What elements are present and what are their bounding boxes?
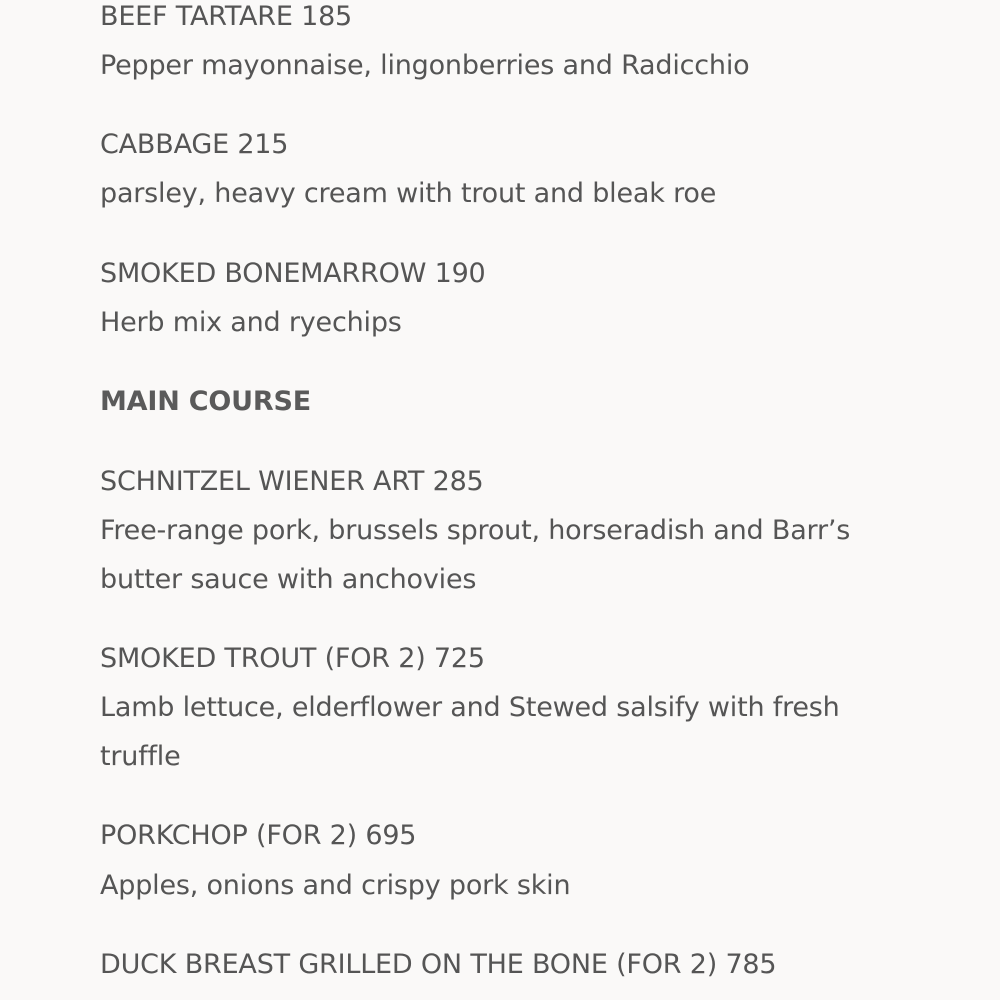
menu-item-title: SMOKED BONEMARROW 190	[100, 258, 486, 289]
menu-item-description: Apples, onions and crispy pork skin	[100, 870, 571, 901]
menu-item-description: truffle	[100, 741, 181, 772]
menu-item-description: Lamb lettuce, elderflower and Stewed salsify with fresh	[100, 692, 840, 723]
menu-item-description: butter sauce with anchovies	[100, 564, 477, 595]
menu-item-description: Free-range pork, brussels sprout, horseradish and Barr’s	[100, 515, 851, 546]
menu-item-description: Pepper mayonnaise, lingonberries and Radicchio	[100, 50, 750, 81]
menu-item-title: SCHNITZEL WIENER ART 285	[100, 466, 484, 497]
menu-item-description: Herb mix and ryechips	[100, 307, 402, 338]
menu-item-title: DUCK BREAST GRILLED ON THE BONE (FOR 2) 785	[100, 949, 777, 980]
menu-item-description: parsley, heavy cream with trout and bleak roe	[100, 178, 717, 209]
menu-item-title: PORKCHOP (FOR 2) 695	[100, 820, 417, 851]
menu-item-title: BEEF TARTARE 185	[100, 1, 353, 32]
section-heading-main-course: MAIN COURSE	[100, 386, 311, 417]
menu-item-title: SMOKED TROUT (FOR 2) 725	[100, 643, 485, 674]
menu-item-title: CABBAGE 215	[100, 129, 289, 160]
